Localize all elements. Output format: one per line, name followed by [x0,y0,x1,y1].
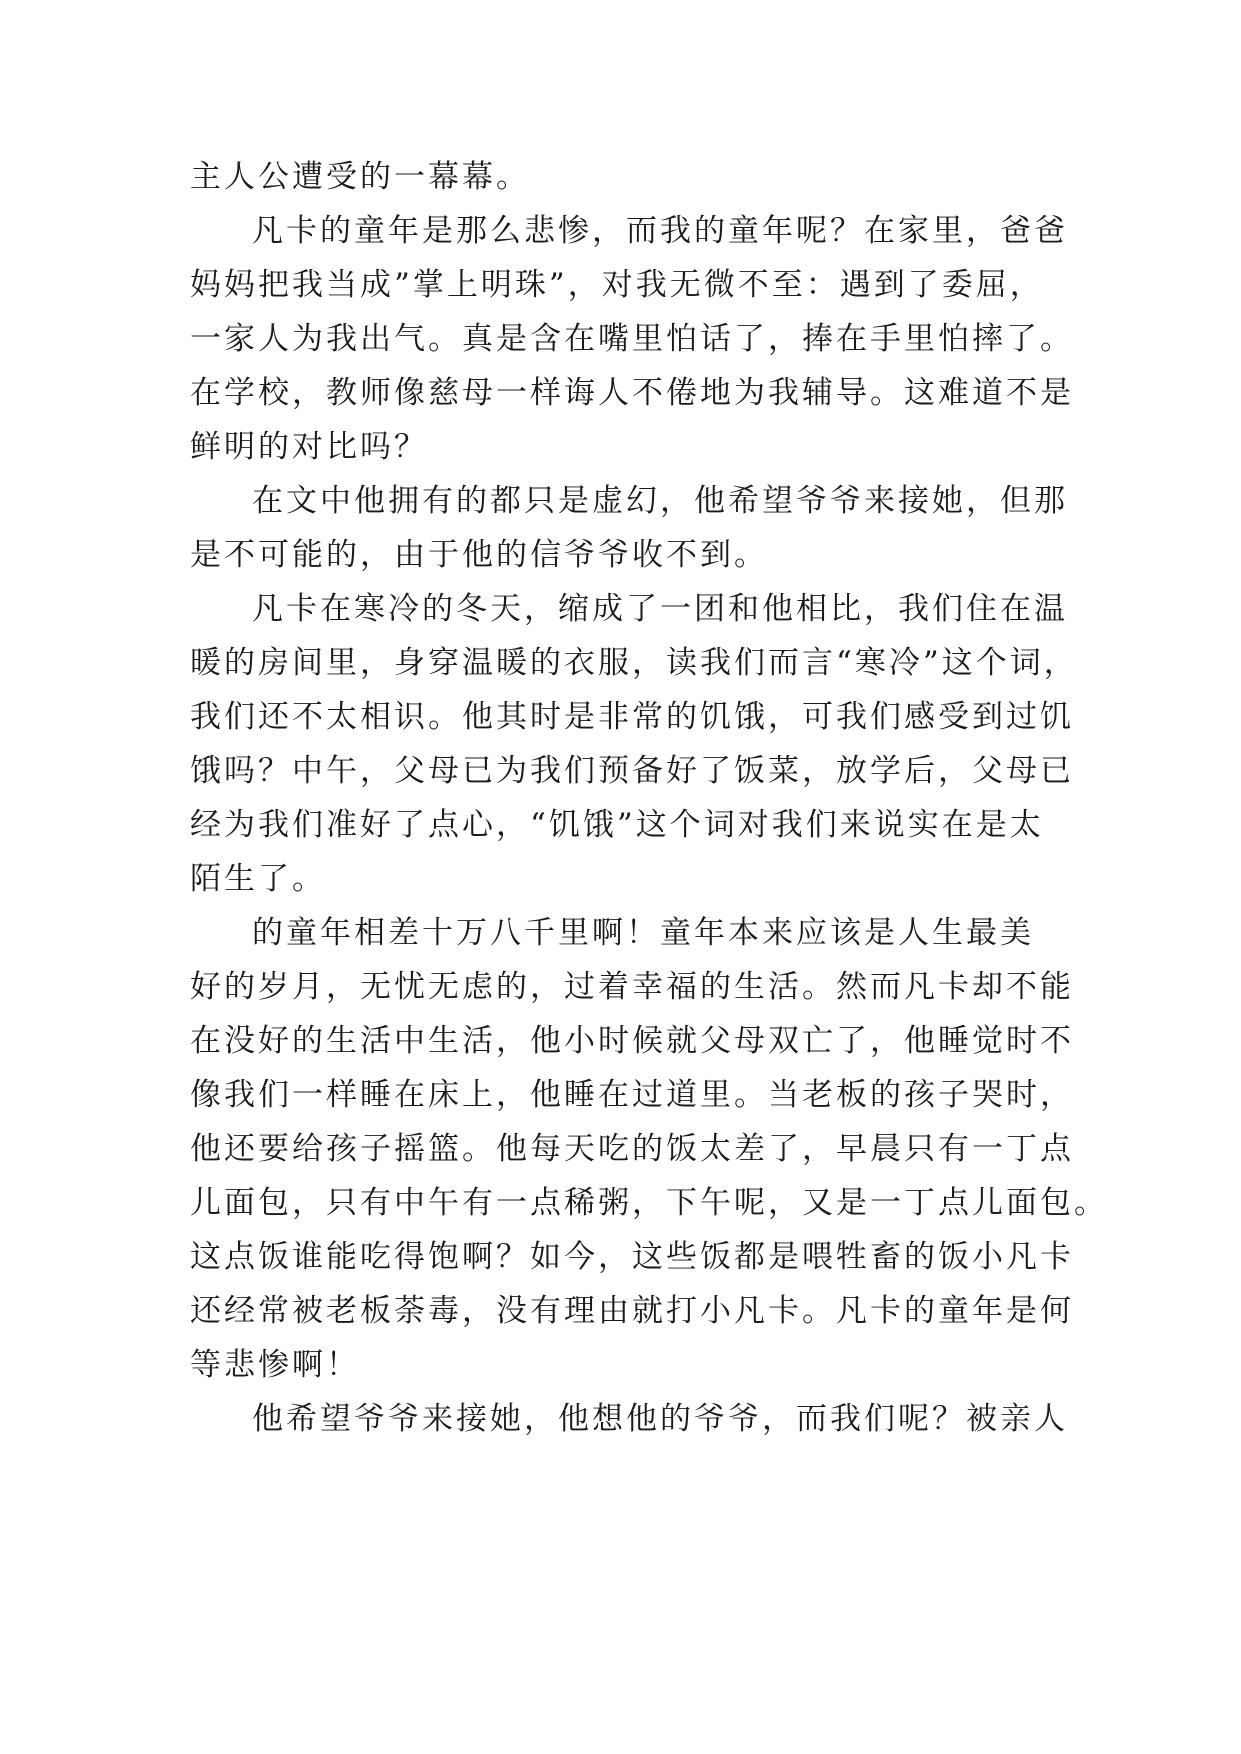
text-line: 还经常被老板荼毒，没有理由就打小凡卡。凡卡的童年是何 [190,1293,1074,1329]
text-line: 这点饭谁能吃得饱啊？如今，这些饭都是喂牲畜的饭小凡卡 [190,1239,1074,1275]
text-line: 鲜明的对比吗？ [190,429,428,465]
text-line: 在文中他拥有的都只是虚幻，他希望爷爷来接她，但那 [252,483,1068,519]
text-line: 暖的房间里，身穿温暖的衣服，读我们而言“寒冷”这个词， [190,645,1078,681]
text-line: 他希望爷爷来接她，他想他的爷爷，而我们呢？被亲人 [252,1401,1068,1437]
text-line: 凡卡的童年是那么悲惨，而我的童年呢？在家里，爸爸 [252,213,1068,249]
text-line: 好的岁月，无忧无虑的，过着幸福的生活。然而凡卡却不能 [190,969,1074,1005]
text-line: 儿面包，只有中午有一点稀粥，下午呢，又是一丁点儿面包。 [190,1185,1108,1221]
text-line: 我们还不太相识。他其时是非常的饥饿，可我们感受到过饥 [190,699,1074,735]
text-line: 一家人为我出气。真是含在嘴里怕话了，捧在手里怕摔了。 [190,321,1074,357]
text-line: 的童年相差十万八千里啊！童年本来应该是人生最美 [252,915,1034,951]
text-line: 妈妈把我当成”掌上明珠”，对我无微不至：遇到了委屈， [190,267,1044,303]
text-line: 他还要给孩子摇篮。他每天吃的饭太差了，早晨只有一丁点 [190,1131,1074,1167]
text-line: 在没好的生活中生活，他小时候就父母双亡了，他睡觉时不 [190,1023,1074,1059]
text-line: 等悲惨啊！ [190,1347,360,1383]
text-line: 是不可能的，由于他的信爷爷收不到。 [190,537,768,573]
text-line: 陌生了。 [190,861,326,897]
text-line: 像我们一样睡在床上，他睡在过道里。当老板的孩子哭时， [190,1077,1074,1113]
text-line: 经为我们准好了点心，“饥饿”这个词对我们来说实在是太 [190,807,1044,843]
text-line: 在学校，教师像慈母一样诲人不倦地为我辅导。这难道不是 [190,375,1074,411]
text-line: 主人公遭受的一幕幕。 [190,159,530,195]
text-line: 饿吗？中午，父母已为我们预备好了饭菜，放学后，父母已 [190,753,1074,789]
text-line: 凡卡在寒冷的冬天，缩成了一团和他相比，我们住在温 [252,591,1068,627]
